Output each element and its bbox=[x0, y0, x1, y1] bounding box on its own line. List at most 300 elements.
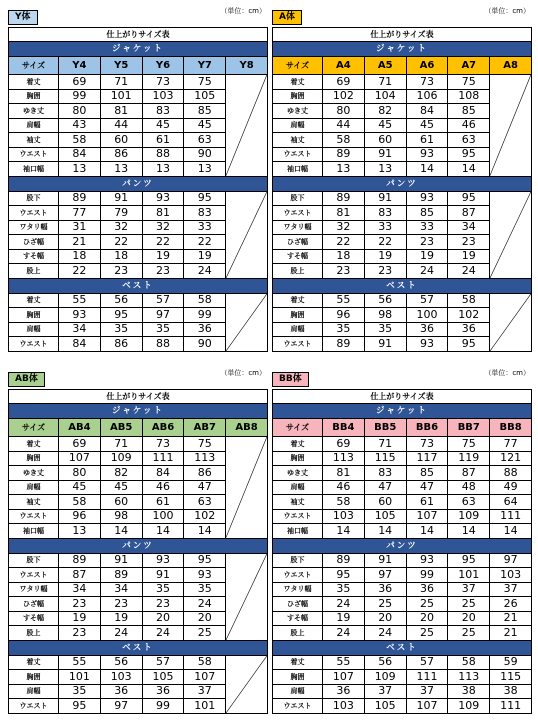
size-table bbox=[272, 27, 532, 352]
measure-value: 47 bbox=[364, 480, 406, 495]
measure-value: 36 bbox=[364, 582, 406, 597]
table-row bbox=[273, 553, 532, 568]
measure-value: 87 bbox=[448, 466, 490, 481]
size-header-row bbox=[9, 57, 268, 75]
measure-value: 24 bbox=[184, 597, 226, 612]
size-panel bbox=[272, 366, 532, 714]
size-panel bbox=[272, 4, 532, 352]
measure-value: 61 bbox=[142, 495, 184, 510]
measure-label: 股上 bbox=[273, 264, 323, 279]
measure-value: 19 bbox=[406, 249, 448, 264]
measure-value: 100 bbox=[406, 308, 448, 323]
measure-label: 股上 bbox=[9, 626, 59, 641]
measure-value: 101 bbox=[100, 89, 142, 104]
measure-value: 13 bbox=[100, 162, 142, 177]
measure-value: 89 bbox=[323, 191, 365, 206]
measure-value: 85 bbox=[406, 466, 448, 481]
measure-value: 23 bbox=[142, 597, 184, 612]
size-col-label: サイズ bbox=[273, 419, 323, 437]
measure-value: 101 bbox=[184, 699, 226, 714]
section-header-jacket: ジャケット bbox=[273, 42, 532, 57]
measure-value: 75 bbox=[448, 437, 490, 452]
measure-value: 80 bbox=[59, 466, 101, 481]
measure-value: 89 bbox=[100, 568, 142, 583]
measure-value: 37 bbox=[448, 582, 490, 597]
table-row bbox=[273, 480, 532, 495]
measure-value: 23 bbox=[323, 264, 365, 279]
measure-value: 73 bbox=[142, 437, 184, 452]
table-row bbox=[273, 451, 532, 466]
measure-value: 95 bbox=[448, 337, 490, 352]
measure-value: 69 bbox=[59, 437, 101, 452]
measure-value: 46 bbox=[142, 480, 184, 495]
size-col-label: サイズ bbox=[273, 57, 323, 75]
measure-value: 35 bbox=[100, 322, 142, 337]
measure-value: 34 bbox=[100, 582, 142, 597]
measure-label: 股上 bbox=[9, 264, 59, 279]
measure-value: 104 bbox=[364, 89, 406, 104]
measure-value: 107 bbox=[406, 509, 448, 524]
measure-value: 103 bbox=[323, 699, 365, 714]
measure-value: 105 bbox=[142, 670, 184, 685]
section-header-pants: パンツ bbox=[273, 538, 532, 553]
measure-label: 袖丈 bbox=[9, 495, 59, 510]
measure-value: 55 bbox=[59, 655, 101, 670]
measure-value: 71 bbox=[100, 437, 142, 452]
measure-value: 60 bbox=[364, 495, 406, 510]
table-title: 仕上がりサイズ表 bbox=[9, 390, 268, 404]
measure-label: ウエスト bbox=[9, 699, 59, 714]
measure-value: 23 bbox=[59, 626, 101, 641]
measure-value: 95 bbox=[448, 147, 490, 162]
measure-value: 89 bbox=[59, 553, 101, 568]
measure-value: 31 bbox=[59, 220, 101, 235]
table-row bbox=[273, 655, 532, 670]
measure-value: 84 bbox=[406, 104, 448, 119]
measure-value: 84 bbox=[59, 147, 101, 162]
measure-value: 56 bbox=[100, 293, 142, 308]
measure-value: 81 bbox=[323, 466, 365, 481]
measure-value: 93 bbox=[142, 553, 184, 568]
measure-value: 58 bbox=[184, 293, 226, 308]
measure-value: 63 bbox=[448, 495, 490, 510]
measure-value: 95 bbox=[184, 553, 226, 568]
measure-label: 肩幅 bbox=[9, 322, 59, 337]
measure-label: 胸囲 bbox=[273, 89, 323, 104]
measure-value: 93 bbox=[59, 308, 101, 323]
measure-label: すそ幅 bbox=[273, 249, 323, 264]
measure-label: 肩幅 bbox=[273, 118, 323, 133]
measure-value: 45 bbox=[100, 480, 142, 495]
measure-value: 56 bbox=[364, 655, 406, 670]
measure-label: ゆき丈 bbox=[273, 466, 323, 481]
size-col-label: サイズ bbox=[9, 57, 59, 75]
measure-label: ゆき丈 bbox=[273, 104, 323, 119]
measure-value: 23 bbox=[406, 235, 448, 250]
measure-value: 38 bbox=[490, 684, 532, 699]
measure-value: 107 bbox=[406, 699, 448, 714]
measure-value: 102 bbox=[184, 509, 226, 524]
measure-value: 97 bbox=[142, 308, 184, 323]
measure-value: 14 bbox=[448, 162, 490, 177]
measure-value: 90 bbox=[184, 147, 226, 162]
measure-value: 32 bbox=[100, 220, 142, 235]
measure-value: 14 bbox=[323, 524, 365, 539]
measure-value: 113 bbox=[323, 451, 365, 466]
not-available-cell bbox=[226, 553, 268, 640]
measure-label: 胸囲 bbox=[9, 308, 59, 323]
measure-value: 69 bbox=[323, 437, 365, 452]
measure-label: 股下 bbox=[9, 553, 59, 568]
measure-value: 103 bbox=[100, 670, 142, 685]
measure-value: 13 bbox=[59, 162, 101, 177]
measure-value: 13 bbox=[59, 524, 101, 539]
measure-value: 22 bbox=[100, 235, 142, 250]
table-row bbox=[273, 582, 532, 597]
measure-value: 64 bbox=[490, 495, 532, 510]
measure-value: 117 bbox=[406, 451, 448, 466]
measure-value: 25 bbox=[184, 626, 226, 641]
measure-value: 20 bbox=[448, 611, 490, 626]
measure-label: 袖丈 bbox=[273, 495, 323, 510]
table-row bbox=[9, 553, 268, 568]
measure-value: 37 bbox=[406, 684, 448, 699]
measure-value: 19 bbox=[59, 611, 101, 626]
measure-value: 26 bbox=[490, 597, 532, 612]
table-title: 仕上がりサイズ表 bbox=[273, 28, 532, 42]
measure-value: 35 bbox=[59, 684, 101, 699]
measure-value: 19 bbox=[100, 611, 142, 626]
measure-value: 81 bbox=[142, 206, 184, 221]
size-table bbox=[8, 27, 268, 352]
measure-label: 股下 bbox=[9, 191, 59, 206]
measure-value: 18 bbox=[100, 249, 142, 264]
measure-value: 24 bbox=[406, 264, 448, 279]
size-header-cell: AB8 bbox=[226, 419, 268, 437]
body-type-tag: A体 bbox=[272, 10, 302, 25]
measure-value: 47 bbox=[406, 480, 448, 495]
measure-value: 23 bbox=[142, 264, 184, 279]
size-header-row bbox=[273, 57, 532, 75]
measure-value: 87 bbox=[59, 568, 101, 583]
measure-value: 81 bbox=[323, 206, 365, 221]
measure-value: 45 bbox=[142, 118, 184, 133]
measure-value: 80 bbox=[323, 104, 365, 119]
measure-label: 着丈 bbox=[9, 437, 59, 452]
measure-label: すそ幅 bbox=[9, 611, 59, 626]
measure-label: 着丈 bbox=[273, 75, 323, 90]
measure-value: 13 bbox=[364, 162, 406, 177]
measure-value: 35 bbox=[323, 322, 365, 337]
size-header-cell: BB5 bbox=[364, 419, 406, 437]
measure-value: 108 bbox=[448, 89, 490, 104]
measure-label: ワタリ幅 bbox=[9, 582, 59, 597]
measure-value: 36 bbox=[100, 684, 142, 699]
measure-value: 63 bbox=[184, 133, 226, 148]
measure-value: 14 bbox=[184, 524, 226, 539]
measure-value: 96 bbox=[323, 308, 365, 323]
measure-value: 44 bbox=[323, 118, 365, 133]
measure-value: 111 bbox=[490, 699, 532, 714]
measure-value: 109 bbox=[100, 451, 142, 466]
table-title: 仕上がりサイズ表 bbox=[9, 28, 268, 42]
measure-value: 57 bbox=[406, 655, 448, 670]
measure-value: 77 bbox=[490, 437, 532, 452]
measure-value: 88 bbox=[490, 466, 532, 481]
measure-label: ウエスト bbox=[273, 699, 323, 714]
measure-label: ウエスト bbox=[273, 206, 323, 221]
measure-value: 93 bbox=[406, 147, 448, 162]
measure-value: 58 bbox=[448, 655, 490, 670]
measure-value: 57 bbox=[142, 293, 184, 308]
measure-value: 24 bbox=[184, 264, 226, 279]
measure-value: 25 bbox=[406, 597, 448, 612]
table-row bbox=[273, 191, 532, 206]
measure-value: 95 bbox=[59, 699, 101, 714]
measure-value: 91 bbox=[364, 337, 406, 352]
measure-value: 105 bbox=[364, 699, 406, 714]
measure-value: 32 bbox=[142, 220, 184, 235]
measure-value: 97 bbox=[364, 568, 406, 583]
measure-value: 89 bbox=[323, 553, 365, 568]
measure-value: 19 bbox=[142, 249, 184, 264]
measure-value: 33 bbox=[184, 220, 226, 235]
table-row bbox=[273, 568, 532, 583]
measure-value: 20 bbox=[364, 611, 406, 626]
measure-value: 37 bbox=[184, 684, 226, 699]
measure-value: 93 bbox=[142, 191, 184, 206]
measure-value: 83 bbox=[364, 466, 406, 481]
measure-value: 13 bbox=[184, 162, 226, 177]
measure-label: 着丈 bbox=[273, 437, 323, 452]
size-col-label: サイズ bbox=[9, 419, 59, 437]
measure-value: 85 bbox=[406, 206, 448, 221]
measure-label: ワタリ幅 bbox=[273, 582, 323, 597]
measure-value: 83 bbox=[364, 206, 406, 221]
measure-value: 56 bbox=[364, 293, 406, 308]
measure-value: 95 bbox=[448, 553, 490, 568]
measure-label: 肩幅 bbox=[9, 118, 59, 133]
measure-value: 84 bbox=[59, 337, 101, 352]
table-row bbox=[273, 670, 532, 685]
measure-value: 36 bbox=[448, 322, 490, 337]
measure-value: 75 bbox=[184, 75, 226, 90]
size-header-cell: A8 bbox=[490, 57, 532, 75]
measure-value: 106 bbox=[406, 89, 448, 104]
measure-value: 36 bbox=[184, 322, 226, 337]
measure-value: 91 bbox=[100, 191, 142, 206]
measure-value: 24 bbox=[323, 626, 365, 641]
size-header-cell: Y7 bbox=[184, 57, 226, 75]
measure-label: 着丈 bbox=[9, 293, 59, 308]
measure-label: すそ幅 bbox=[273, 611, 323, 626]
not-available-cell bbox=[226, 655, 268, 713]
size-header-cell: Y4 bbox=[59, 57, 101, 75]
measure-value: 45 bbox=[364, 118, 406, 133]
measure-value: 69 bbox=[323, 75, 365, 90]
table-row bbox=[273, 524, 532, 539]
measure-label: ウエスト bbox=[9, 337, 59, 352]
measure-value: 25 bbox=[448, 626, 490, 641]
measure-label: ひざ幅 bbox=[273, 597, 323, 612]
measure-value: 98 bbox=[100, 509, 142, 524]
measure-label: 袖丈 bbox=[273, 133, 323, 148]
section-header-jacket: ジャケット bbox=[9, 404, 268, 419]
measure-value: 58 bbox=[323, 133, 365, 148]
measure-label: 胸囲 bbox=[9, 670, 59, 685]
section-header-vest: ベスト bbox=[9, 640, 268, 655]
measure-value: 77 bbox=[59, 206, 101, 221]
measure-label: 袖口幅 bbox=[9, 524, 59, 539]
measure-value: 69 bbox=[59, 75, 101, 90]
measure-value: 93 bbox=[184, 568, 226, 583]
measure-value: 22 bbox=[59, 264, 101, 279]
measure-label: ウエスト bbox=[273, 509, 323, 524]
measure-label: ウエスト bbox=[9, 568, 59, 583]
measure-value: 121 bbox=[490, 451, 532, 466]
measure-value: 55 bbox=[323, 655, 365, 670]
measure-value: 22 bbox=[184, 235, 226, 250]
measure-value: 36 bbox=[406, 322, 448, 337]
measure-value: 102 bbox=[448, 308, 490, 323]
measure-value: 115 bbox=[490, 670, 532, 685]
measure-label: 着丈 bbox=[9, 655, 59, 670]
measure-value: 91 bbox=[364, 553, 406, 568]
measure-value: 57 bbox=[142, 655, 184, 670]
measure-value: 115 bbox=[364, 451, 406, 466]
measure-value: 103 bbox=[142, 89, 184, 104]
measure-value: 79 bbox=[100, 206, 142, 221]
measure-label: 袖口幅 bbox=[273, 524, 323, 539]
measure-value: 45 bbox=[406, 118, 448, 133]
measure-label: 袖口幅 bbox=[273, 162, 323, 177]
measure-value: 90 bbox=[184, 337, 226, 352]
measure-label: 胸囲 bbox=[9, 89, 59, 104]
measure-value: 55 bbox=[323, 293, 365, 308]
measure-value: 25 bbox=[406, 626, 448, 641]
measure-value: 22 bbox=[142, 235, 184, 250]
measure-value: 93 bbox=[406, 553, 448, 568]
size-header-cell: Y8 bbox=[226, 57, 268, 75]
measure-value: 21 bbox=[490, 611, 532, 626]
measure-label: 肩幅 bbox=[273, 684, 323, 699]
measure-value: 97 bbox=[490, 553, 532, 568]
measure-value: 60 bbox=[364, 133, 406, 148]
size-header-row bbox=[273, 419, 532, 437]
measure-label: 胸囲 bbox=[273, 308, 323, 323]
measure-value: 58 bbox=[59, 495, 101, 510]
table-row bbox=[9, 191, 268, 206]
size-header-cell: AB5 bbox=[100, 419, 142, 437]
measure-value: 99 bbox=[406, 568, 448, 583]
table-row bbox=[273, 495, 532, 510]
size-header-cell: BB8 bbox=[490, 419, 532, 437]
size-table bbox=[272, 389, 532, 714]
measure-value: 98 bbox=[364, 308, 406, 323]
measure-value: 71 bbox=[364, 437, 406, 452]
size-header-cell: A7 bbox=[448, 57, 490, 75]
measure-value: 119 bbox=[448, 451, 490, 466]
measure-value: 24 bbox=[448, 264, 490, 279]
measure-value: 48 bbox=[448, 480, 490, 495]
measure-value: 33 bbox=[364, 220, 406, 235]
measure-value: 82 bbox=[364, 104, 406, 119]
measure-label: ひざ幅 bbox=[9, 597, 59, 612]
measure-value: 105 bbox=[184, 89, 226, 104]
unit-label: （単位：cm） bbox=[484, 7, 530, 15]
measure-value: 75 bbox=[448, 75, 490, 90]
measure-label: 肩幅 bbox=[273, 322, 323, 337]
measure-value: 91 bbox=[142, 568, 184, 583]
table-row bbox=[273, 611, 532, 626]
size-table bbox=[8, 389, 268, 714]
measure-value: 85 bbox=[184, 104, 226, 119]
measure-value: 111 bbox=[490, 509, 532, 524]
measure-value: 24 bbox=[323, 597, 365, 612]
measure-label: 肩幅 bbox=[9, 684, 59, 699]
measure-value: 88 bbox=[142, 147, 184, 162]
measure-value: 102 bbox=[323, 89, 365, 104]
measure-value: 35 bbox=[323, 582, 365, 597]
measure-value: 81 bbox=[100, 104, 142, 119]
measure-value: 23 bbox=[59, 597, 101, 612]
table-row bbox=[273, 597, 532, 612]
measure-value: 25 bbox=[364, 597, 406, 612]
measure-label: 胸囲 bbox=[9, 451, 59, 466]
measure-value: 91 bbox=[364, 147, 406, 162]
measure-label: ひざ幅 bbox=[9, 235, 59, 250]
not-available-cell bbox=[226, 191, 268, 278]
measure-value: 97 bbox=[100, 699, 142, 714]
table-row bbox=[9, 437, 268, 452]
measure-value: 89 bbox=[323, 337, 365, 352]
measure-value: 34 bbox=[59, 582, 101, 597]
measure-value: 111 bbox=[142, 451, 184, 466]
measure-value: 113 bbox=[184, 451, 226, 466]
section-header-vest: ベスト bbox=[273, 278, 532, 293]
measure-value: 61 bbox=[142, 133, 184, 148]
measure-value: 24 bbox=[142, 626, 184, 641]
size-header-cell: AB4 bbox=[59, 419, 101, 437]
measure-value: 23 bbox=[448, 235, 490, 250]
measure-value: 19 bbox=[184, 249, 226, 264]
size-header-cell: Y6 bbox=[142, 57, 184, 75]
measure-value: 13 bbox=[323, 162, 365, 177]
body-type-tag: Y体 bbox=[8, 10, 38, 25]
measure-value: 25 bbox=[448, 597, 490, 612]
measure-value: 89 bbox=[59, 191, 101, 206]
size-header-cell: BB7 bbox=[448, 419, 490, 437]
measure-value: 35 bbox=[142, 322, 184, 337]
measure-value: 36 bbox=[142, 684, 184, 699]
measure-value: 14 bbox=[490, 524, 532, 539]
measure-value: 71 bbox=[100, 75, 142, 90]
measure-label: ゆき丈 bbox=[9, 466, 59, 481]
measure-value: 101 bbox=[59, 670, 101, 685]
measure-value: 58 bbox=[184, 655, 226, 670]
measure-value: 84 bbox=[142, 466, 184, 481]
measure-value: 80 bbox=[59, 104, 101, 119]
measure-label: ワタリ幅 bbox=[273, 220, 323, 235]
unit-label: （単位：cm） bbox=[220, 369, 266, 377]
measure-label: 胸囲 bbox=[273, 451, 323, 466]
measure-value: 93 bbox=[406, 337, 448, 352]
not-available-cell bbox=[490, 293, 532, 351]
size-header-cell: AB6 bbox=[142, 419, 184, 437]
measure-value: 49 bbox=[490, 480, 532, 495]
measure-value: 73 bbox=[406, 75, 448, 90]
unit-label: （単位：cm） bbox=[484, 369, 530, 377]
